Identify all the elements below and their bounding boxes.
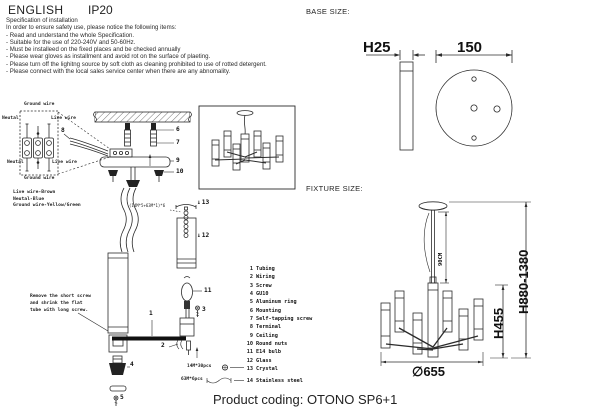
live-top-label: Live wire <box>51 116 76 121</box>
part-row: 2 Wiring <box>249 274 275 281</box>
callout-crystal: ↓13 <box>197 199 210 206</box>
main-assembly-drawing <box>78 253 198 406</box>
product-coding: Product coding: OTONO SP6+1 <box>213 392 398 407</box>
part-row: 13 Crystal <box>246 366 278 373</box>
stainless-wire-icon <box>207 378 244 383</box>
fixture-diameter-dim: ∅655 <box>412 364 446 379</box>
legend-ground-wire: Ground wire-Yellow/Green <box>13 203 81 208</box>
part-row: 3 Screw <box>249 282 272 289</box>
ground-wire-top-label: Ground wire <box>24 102 55 107</box>
spec-item: - Read and understand the whole Specification. <box>6 31 135 39</box>
language-title: ENGLISH <box>8 3 64 17</box>
legend-live-wire: Live wire-Brown <box>13 190 56 195</box>
stainless-quantity: 63M*6pcs <box>181 377 203 382</box>
fixture-size-drawing <box>381 202 531 366</box>
spec-item: - Must be installeed on the fixed places and be checked annually <box>6 46 181 53</box>
parts-list <box>243 265 312 386</box>
spec-item: - Please wear gloves as installment and avoid rot on the surface of plaeting. <box>6 53 211 61</box>
callout-self-tapping: 7 <box>176 139 180 146</box>
part-row: 11 E14 bulb <box>246 349 281 356</box>
neutral-bottom-label: Neutal <box>7 160 24 165</box>
bead-string-spec: (14M*5+63M*1)*6 <box>129 203 166 208</box>
down-arrow-icon: ↓ <box>197 199 201 206</box>
base-height-dim: H25 <box>363 39 391 56</box>
part-row: 8 Terminal <box>249 324 281 331</box>
part-row: 5 Aluminum ring <box>249 299 297 306</box>
callout-wiring: 2 <box>161 342 165 349</box>
part-row: 6 Mounting <box>249 307 281 314</box>
callout-round-nuts: 10 <box>176 168 184 175</box>
live-bottom-label: Live wire <box>52 160 77 165</box>
base-diameter-dim: 150 <box>457 39 483 56</box>
remove-screw-note: Remove the short screw and shrink the flat tube with long screw. <box>30 294 91 313</box>
spec-intro: In order to ensure safety use, please notice the following items: <box>6 24 177 32</box>
body-height-dim: H455 <box>491 307 506 339</box>
spec-title: Specification of installation <box>6 17 78 24</box>
callout-tubing: 1 <box>149 310 153 317</box>
spec-item: - Please connect with the local sales service center when there are any abnomality. <box>6 67 231 75</box>
callout-gu10: 4 <box>130 361 134 368</box>
bead-string-detail <box>170 205 196 269</box>
part-row: 4 GU10 <box>249 291 269 298</box>
callout-aluminum-ring: 5 <box>120 394 124 401</box>
part-row: 14 Stainless steel <box>246 378 303 385</box>
ground-wire-bottom-label: Ground wire <box>24 176 55 181</box>
bulb-detail <box>182 277 203 318</box>
overall-height-dim: H880-1380 <box>516 249 531 314</box>
part-row: 9 Ceiling <box>249 332 278 339</box>
base-side-view-drawing <box>366 50 425 150</box>
part-row: 1 Tubing <box>249 266 275 272</box>
base-size-heading: BASE SIZE: <box>306 7 350 16</box>
part-row: 10 Round nuts <box>246 341 288 348</box>
callout-terminal: 8 <box>61 127 65 134</box>
cord-length-dim: 90CM <box>438 252 444 266</box>
base-top-view-drawing <box>436 50 512 146</box>
fixture-size-heading: FIXTURE SIZE: <box>306 184 363 193</box>
legend-neutral: Neutal-Blue <box>13 196 45 202</box>
ip-rating: IP20 <box>88 3 113 17</box>
callout-glass: ↓12 <box>197 232 210 239</box>
spec-item: - Suitable for the use of 220-240V and 50-60Hz. <box>6 38 136 46</box>
down-arrow-icon: ↓ <box>197 232 201 239</box>
callout-screw: 3 <box>202 306 206 313</box>
callout-ceiling: 9 <box>176 157 180 164</box>
spec-item: - Please turn off the lighitng source by soft cloth as cleaning prohibited to use of rotted detergent. <box>6 60 267 68</box>
part-row: 12 Glass <box>246 357 272 364</box>
spec-block <box>6 17 267 75</box>
fixture-illustration-box <box>199 106 295 189</box>
callout-e14-bulb: 11 <box>204 287 212 294</box>
crystal-quantity: 14M*30pcs <box>187 364 212 369</box>
callout-mounting: 6 <box>176 126 180 133</box>
crystal-bead-icon <box>222 365 244 370</box>
part-row: 7 Self-tapping screw <box>249 316 313 323</box>
neutral-top-label: Neutal <box>2 116 19 121</box>
